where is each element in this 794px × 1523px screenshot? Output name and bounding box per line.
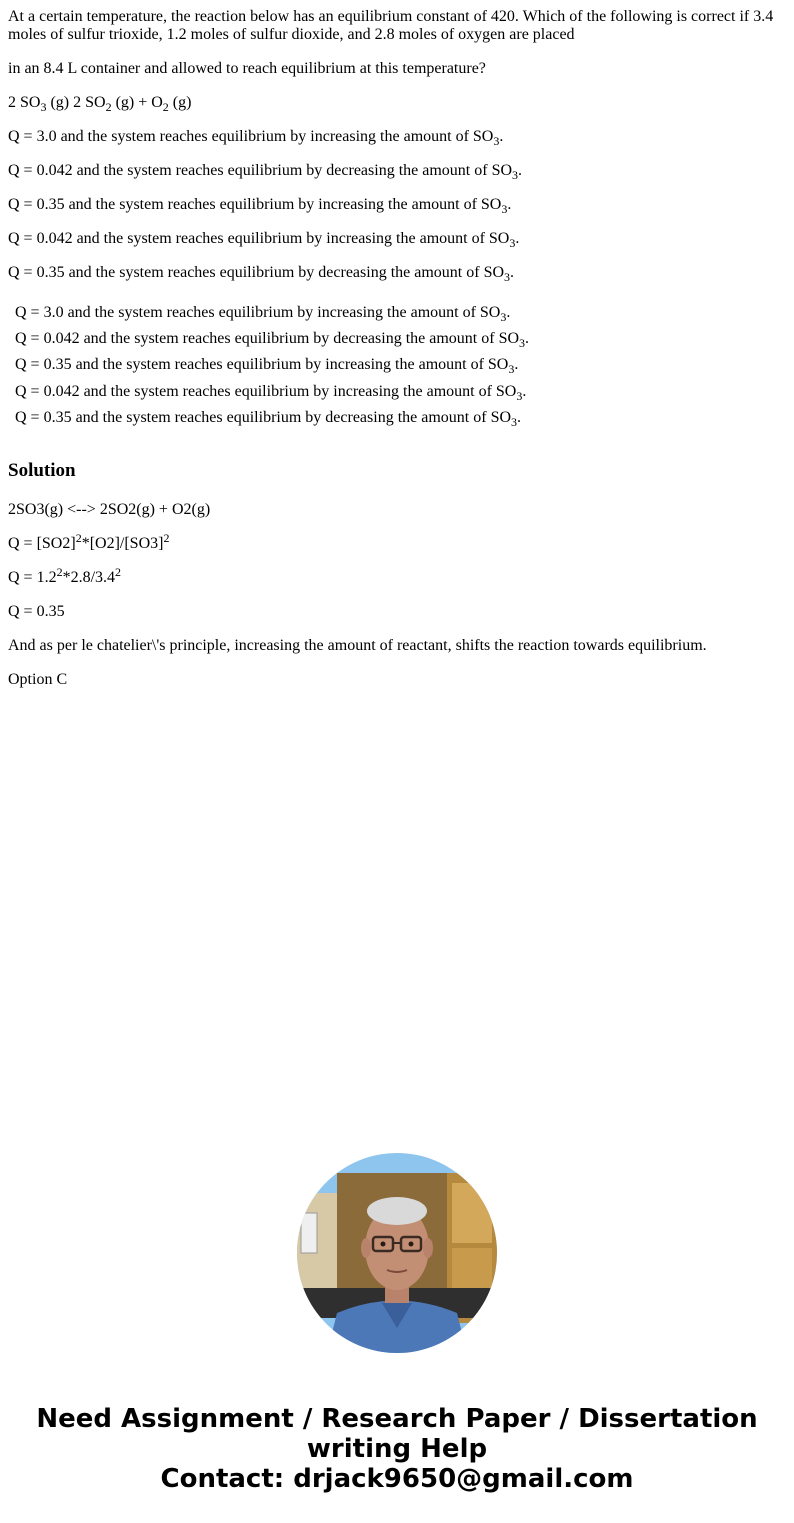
option-end: .	[514, 356, 519, 374]
option-subscript: 3	[504, 270, 511, 284]
footer-line: Need Assignment / Research Paper / Dissertation	[36, 1404, 758, 1434]
option-end: .	[522, 382, 527, 400]
formula-superscript: 2	[75, 530, 82, 545]
option-subscript: 3	[508, 362, 515, 377]
reaction-subscript: 2	[105, 100, 112, 114]
solution-q-expression	[8, 530, 786, 553]
footer-line: writing Help	[306, 1434, 488, 1464]
option-subscript: 3	[509, 236, 516, 250]
option-paragraph	[8, 196, 786, 214]
document	[0, 0, 794, 689]
option-text: Q = 0.042 and the system reaches equilibrium by decreasing the amount of SO	[8, 162, 513, 179]
formula-part: Q = 1.2	[8, 568, 57, 586]
footer-contact: Contact: drjack9650@gmail.com	[160, 1464, 634, 1494]
solution-q-value: Q = 0.35	[8, 602, 65, 620]
solution-answer: Option C	[8, 670, 68, 688]
question-reaction	[8, 94, 786, 112]
option-subscript: 3	[500, 310, 507, 324]
list-item	[15, 304, 786, 330]
option-end: .	[518, 162, 523, 179]
option-paragraph	[8, 128, 786, 146]
author-avatar	[297, 1153, 497, 1353]
option-end: .	[499, 128, 504, 145]
option-subscript: 3	[512, 168, 519, 182]
reaction-subscript: 2	[162, 100, 169, 114]
option-text: Q = 0.042 and the system reaches equilibrium by increasing the amount of SO	[8, 230, 510, 247]
option-text: Q = 0.042 and the system reaches equilibrium by increasing the amount of SO	[15, 382, 517, 400]
list-item	[15, 383, 786, 409]
formula-part: *[O2]/[SO3]	[81, 534, 164, 552]
option-text: Q = 0.042 and the system reaches equilibrium by decreasing the amount of SO	[15, 330, 520, 348]
formula-superscript: 2	[56, 564, 63, 579]
option-end: .	[525, 330, 530, 348]
solution-q-calculation	[8, 564, 786, 587]
option-subscript: 3	[501, 202, 508, 216]
option-paragraph	[8, 162, 786, 180]
question-intro-line2: in an 8.4 L container and allowed to reach equilibrium at this temperature?	[8, 60, 486, 77]
option-subscript: 3	[519, 336, 526, 351]
author-photo	[297, 1153, 497, 1353]
option-end: .	[510, 264, 515, 281]
solution-reaction: 2SO3(g) <--> 2SO2(g) + O2(g)	[8, 500, 211, 518]
option-subscript: 3	[516, 388, 523, 403]
list-item	[15, 409, 786, 435]
list-item	[15, 330, 786, 356]
footer-banner	[0, 1404, 794, 1494]
solution-explanation: And as per le chatelier\'s principle, increasing the amount of reactant, shifts the reaction towards equilibrium.	[8, 636, 707, 654]
option-end: .	[507, 196, 512, 213]
reaction-part: (g) 2 SO	[46, 94, 106, 111]
question-intro-line1: At a certain temperature, the reaction below has an equilibrium constant of 420. Which of the following is correct if 3.4 moles of sulfur trioxide, 1.2 moles of sulfur dioxide, and 2.8 moles of oxygen are placed	[8, 8, 774, 43]
option-end: .	[515, 230, 520, 247]
option-text: Q = 0.35 and the system reaches equilibrium by increasing the amount of SO	[15, 356, 509, 374]
formula-part: Q = [SO2]	[8, 534, 76, 552]
option-text: Q = 0.35 and the system reaches equilibrium by decreasing the amount of SO	[8, 264, 505, 281]
solution-heading: Solution	[8, 459, 76, 481]
option-text: Q = 0.35 and the system reaches equilibrium by increasing the amount of SO	[8, 196, 502, 213]
formula-superscript: 2	[115, 564, 122, 579]
option-subscript: 3	[511, 414, 518, 429]
option-text: Q = 3.0 and the system reaches equilibrium by increasing the amount of SO	[15, 304, 501, 321]
option-end: .	[506, 304, 511, 321]
option-end: .	[517, 408, 522, 426]
reaction-part: (g)	[168, 94, 192, 111]
option-subscript: 3	[493, 134, 500, 148]
options-list	[8, 282, 786, 435]
option-paragraph	[8, 230, 786, 248]
formula-superscript: 2	[163, 530, 170, 545]
reaction-part: 2 SO	[8, 94, 41, 111]
option-text: Q = 3.0 and the system reaches equilibrium by increasing the amount of SO	[8, 128, 494, 145]
reaction-part: (g) + O	[111, 94, 163, 111]
formula-part: *2.8/3.4	[62, 568, 116, 586]
list-item	[15, 356, 786, 382]
reaction-subscript: 3	[40, 100, 47, 114]
option-text: Q = 0.35 and the system reaches equilibrium by decreasing the amount of SO	[15, 408, 512, 426]
option-paragraph	[8, 264, 786, 282]
